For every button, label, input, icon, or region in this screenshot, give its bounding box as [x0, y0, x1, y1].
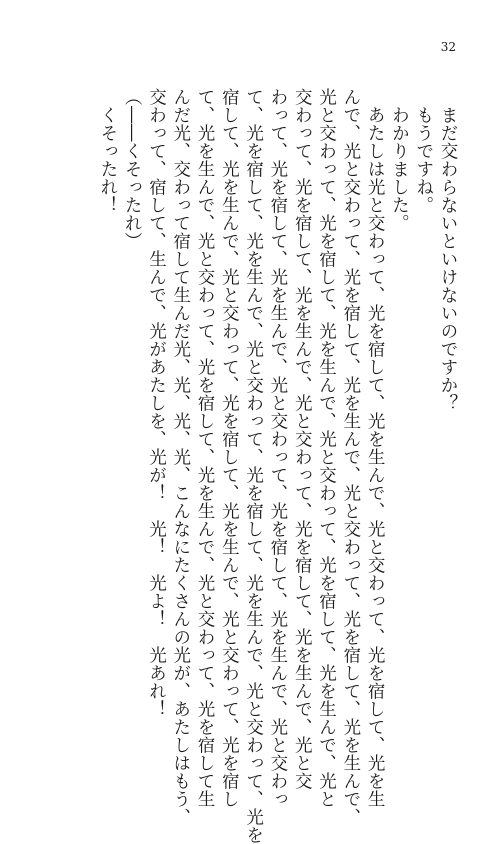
text-line: んだ光、交わって宿して生んだ光、光、光、光、こんなにたくさんの光が、あたしはもう、: [170, 88, 191, 826]
text-line: わかりました。: [389, 88, 410, 232]
text-line: 交わって、宿して、生んで、光があたしを、光が！ 光！ 光よ！ 光あれ！: [146, 88, 167, 718]
text-line: 光と交わって、光を宿して、光を生んで、光と交わって、光を宿して、光を生んで、光と: [316, 88, 337, 808]
text-line: 宿して、光を生んで、光と交わって、光を宿して、光を生んで、光と交わって、光を宿し: [219, 88, 240, 808]
text-line: もうですね。: [413, 88, 434, 214]
vertical-text-block: [96, 88, 460, 844]
text-line: て、光を生んで、光と交わって、光を宿して、光を生んで、光と交わって、光を宿して生: [195, 88, 216, 808]
text-line: 交わって、光を宿して、光を生んで、光と交わって、光を宿して、光を生んで、光と交: [292, 88, 313, 790]
page-number: 32: [440, 40, 456, 54]
text-line: んで、光と交わって、光を宿して、光を生んで、光と交わって、光を宿して、光を生んで、: [340, 88, 361, 826]
text-line: わって、光を宿して、光を生んで、光と交わって、光を宿して、光を生んで、光と交わっ: [267, 88, 288, 808]
text-line: （――くそったれ）: [122, 88, 143, 250]
text-line: て、光を宿して、光を生んで、光と交わって、光を宿して、光を生んで、光と交わって、光を: [243, 88, 264, 844]
text-line: くそったれ！: [97, 88, 118, 214]
text-line: あたしは光と交わって、光を宿して、光を生んで、光と交わって、光を宿して、光を生: [365, 88, 386, 808]
text-line: まだ交わらないといけないのですか？: [438, 88, 458, 412]
